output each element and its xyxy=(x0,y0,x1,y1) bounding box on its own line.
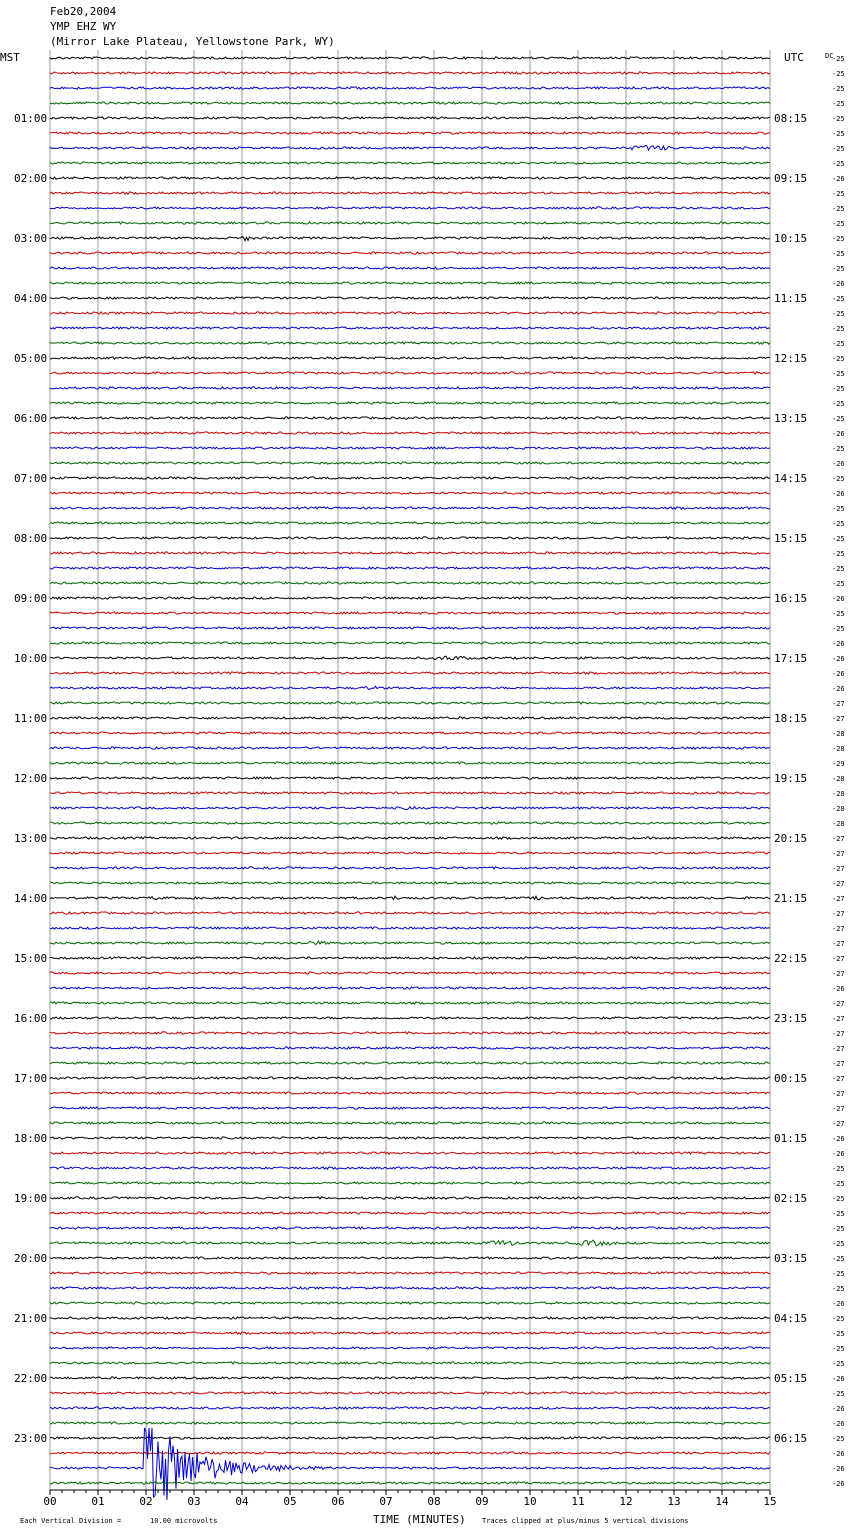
trace-88 xyxy=(50,1377,770,1379)
utc-label-8: 15:15 xyxy=(774,532,808,545)
trace-83 xyxy=(50,1302,770,1304)
trace-89 xyxy=(50,1392,770,1394)
dc-offset-33: -25 xyxy=(832,550,845,558)
trace-10 xyxy=(50,207,770,209)
dc-offset-27: -26 xyxy=(832,460,845,468)
dc-offset-46: -28 xyxy=(832,745,845,753)
x-tick-label-3: 03 xyxy=(187,1495,201,1508)
trace-15 xyxy=(50,282,770,284)
dc-offset-22: -25 xyxy=(832,385,845,393)
dc-offset-17: -25 xyxy=(832,310,845,318)
trace-56 xyxy=(50,896,770,900)
trace-61 xyxy=(50,972,770,974)
trace-42 xyxy=(50,686,770,689)
dc-offset-25: -26 xyxy=(832,430,845,438)
utc-label-4: 11:15 xyxy=(774,292,808,305)
trace-20 xyxy=(50,357,770,359)
dc-offset-83: -26 xyxy=(832,1300,845,1308)
trace-19 xyxy=(50,342,770,344)
trace-5 xyxy=(50,132,770,134)
trace-8 xyxy=(50,177,770,179)
dc-offset-70: -27 xyxy=(832,1105,845,1113)
dc-offset-57: -27 xyxy=(832,910,845,918)
trace-63 xyxy=(50,1002,770,1004)
utc-label-19: 02:15 xyxy=(774,1192,808,1205)
x-tick-label-13: 13 xyxy=(667,1495,681,1508)
dc-offset-24: -25 xyxy=(832,415,845,423)
utc-label-9: 16:15 xyxy=(774,592,808,605)
dc-offset-84: -25 xyxy=(832,1315,845,1323)
trace-3 xyxy=(50,102,770,104)
utc-label-11: 18:15 xyxy=(774,712,808,725)
mst-label-19: 19:00 xyxy=(14,1192,48,1205)
trace-22 xyxy=(50,387,770,389)
dc-offset-94: -26 xyxy=(832,1465,845,1473)
dc-offset-50: -28 xyxy=(832,805,845,813)
trace-65 xyxy=(50,1032,770,1034)
x-tick-label-9: 09 xyxy=(475,1495,489,1508)
dc-offset-20: -25 xyxy=(832,355,845,363)
dc-offset-62: -26 xyxy=(832,985,845,993)
dc-offset-73: -26 xyxy=(832,1150,845,1158)
dc-header: DC xyxy=(825,52,834,60)
dc-offset-74: -25 xyxy=(832,1165,845,1173)
trace-27 xyxy=(50,462,770,464)
dc-offset-1: -25 xyxy=(832,70,845,78)
dc-offset-64: -27 xyxy=(832,1015,845,1023)
station-location: (Mirror Lake Plateau, Yellowstone Park, WY) xyxy=(50,35,335,48)
trace-87 xyxy=(50,1362,770,1364)
utc-label-23: 06:15 xyxy=(774,1432,808,1445)
dc-offset-45: -28 xyxy=(832,730,845,738)
mst-label-6: 06:00 xyxy=(14,412,48,425)
trace-90 xyxy=(50,1407,770,1409)
dc-offset-2: -25 xyxy=(832,85,845,93)
trace-91 xyxy=(50,1422,770,1424)
trace-17 xyxy=(50,312,770,314)
dc-offset-81: -25 xyxy=(832,1270,845,1278)
dc-offset-47: -29 xyxy=(832,760,845,768)
trace-6 xyxy=(50,146,770,151)
trace-0 xyxy=(50,57,770,59)
trace-50 xyxy=(50,806,770,809)
trace-46 xyxy=(50,747,770,749)
dc-offset-15: -26 xyxy=(832,280,845,288)
trace-31 xyxy=(50,522,770,524)
x-tick-label-8: 08 xyxy=(427,1495,441,1508)
trace-67 xyxy=(50,1062,770,1064)
trace-73 xyxy=(50,1152,770,1154)
trace-30 xyxy=(50,507,770,509)
vertical-division-value: 10.00 microvolts xyxy=(150,1517,218,1525)
trace-43 xyxy=(50,702,770,704)
trace-52 xyxy=(50,837,770,839)
trace-34 xyxy=(50,567,770,569)
dc-offset-28: -25 xyxy=(832,475,845,483)
mst-label-12: 12:00 xyxy=(14,772,48,785)
x-axis-title: TIME (MINUTES) xyxy=(373,1513,466,1526)
trace-7 xyxy=(50,162,770,164)
dc-offset-30: -25 xyxy=(832,505,845,513)
trace-62 xyxy=(50,987,770,989)
mst-label-20: 20:00 xyxy=(14,1252,48,1265)
dc-offset-86: -25 xyxy=(832,1345,845,1353)
trace-40 xyxy=(50,656,770,659)
trace-51 xyxy=(50,822,770,824)
dc-offset-65: -27 xyxy=(832,1030,845,1038)
trace-86 xyxy=(50,1347,770,1349)
trace-66 xyxy=(50,1047,770,1049)
dc-offset-34: -25 xyxy=(832,565,845,573)
utc-label-13: 20:15 xyxy=(774,832,808,845)
dc-offset-48: -28 xyxy=(832,775,845,783)
mst-label-4: 04:00 xyxy=(14,292,48,305)
utc-label-7: 14:15 xyxy=(774,472,808,485)
utc-label-14: 21:15 xyxy=(774,892,808,905)
trace-92 xyxy=(50,1437,770,1439)
dc-offset-21: -25 xyxy=(832,370,845,378)
trace-35 xyxy=(50,582,770,584)
trace-76 xyxy=(50,1197,770,1199)
trace-9 xyxy=(50,192,770,194)
dc-offset-42: -26 xyxy=(832,685,845,693)
trace-69 xyxy=(50,1092,770,1094)
dc-offset-43: -27 xyxy=(832,700,845,708)
trace-49 xyxy=(50,792,770,794)
trace-79 xyxy=(50,1240,770,1246)
dc-offset-7: -25 xyxy=(832,160,845,168)
trace-84 xyxy=(50,1317,770,1319)
utc-label-5: 12:15 xyxy=(774,352,808,365)
trace-32 xyxy=(50,537,770,539)
utc-axis-label: UTC xyxy=(784,51,804,64)
trace-13 xyxy=(50,252,770,254)
utc-label-18: 01:15 xyxy=(774,1132,808,1145)
dc-offset-78: -25 xyxy=(832,1225,845,1233)
dc-offset-49: -28 xyxy=(832,790,845,798)
dc-offset-82: -25 xyxy=(832,1285,845,1293)
clip-note: Traces clipped at plus/minus 5 vertical divisions xyxy=(482,1517,689,1525)
trace-11 xyxy=(50,222,770,224)
dc-offset-93: -26 xyxy=(832,1450,845,1458)
trace-82 xyxy=(50,1287,770,1289)
trace-93 xyxy=(50,1452,770,1454)
dc-offset-10: -25 xyxy=(832,205,845,213)
trace-24 xyxy=(50,417,770,419)
mst-label-11: 11:00 xyxy=(14,712,48,725)
x-tick-label-6: 06 xyxy=(331,1495,345,1508)
dc-offset-52: -27 xyxy=(832,835,845,843)
dc-offset-9: -25 xyxy=(832,190,845,198)
dc-offset-8: -26 xyxy=(832,175,845,183)
trace-68 xyxy=(50,1077,770,1079)
trace-4 xyxy=(50,117,770,119)
utc-label-20: 03:15 xyxy=(774,1252,808,1265)
dc-offset-18: -25 xyxy=(832,325,845,333)
dc-offset-3: -25 xyxy=(832,100,845,108)
dc-offset-labels xyxy=(832,55,845,1488)
dc-offset-80: -25 xyxy=(832,1255,845,1263)
dc-offset-23: -25 xyxy=(832,400,845,408)
x-tick-label-12: 12 xyxy=(619,1495,633,1508)
trace-26 xyxy=(50,447,770,449)
x-tick-label-0: 00 xyxy=(43,1495,57,1508)
mst-label-3: 03:00 xyxy=(14,232,48,245)
station-code: YMP EHZ WY xyxy=(50,20,117,33)
utc-label-12: 19:15 xyxy=(774,772,808,785)
mst-hour-labels xyxy=(14,112,47,1445)
dc-offset-31: -25 xyxy=(832,520,845,528)
utc-label-21: 04:15 xyxy=(774,1312,808,1325)
trace-75 xyxy=(50,1182,770,1184)
mst-label-9: 09:00 xyxy=(14,592,48,605)
dc-offset-66: -27 xyxy=(832,1045,845,1053)
dc-offset-39: -26 xyxy=(832,640,845,648)
utc-label-22: 05:15 xyxy=(774,1372,808,1385)
dc-offset-75: -25 xyxy=(832,1180,845,1188)
dc-offset-60: -27 xyxy=(832,955,845,963)
trace-12 xyxy=(50,236,770,240)
dc-offset-90: -26 xyxy=(832,1405,845,1413)
dc-offset-36: -26 xyxy=(832,595,845,603)
dc-offset-63: -27 xyxy=(832,1000,845,1008)
mst-label-23: 23:00 xyxy=(14,1432,48,1445)
dc-offset-4: -25 xyxy=(832,115,845,123)
trace-38 xyxy=(50,627,770,629)
trace-39 xyxy=(50,642,770,644)
dc-offset-87: -25 xyxy=(832,1360,845,1368)
dc-offset-19: -25 xyxy=(832,340,845,348)
trace-45 xyxy=(50,732,770,734)
trace-28 xyxy=(50,477,770,479)
dc-offset-51: -28 xyxy=(832,820,845,828)
dc-offset-54: -27 xyxy=(832,865,845,873)
dc-offset-59: -27 xyxy=(832,940,845,948)
utc-label-15: 22:15 xyxy=(774,952,808,965)
trace-70 xyxy=(50,1107,770,1109)
dc-offset-88: -26 xyxy=(832,1375,845,1383)
dc-offset-11: -25 xyxy=(832,220,845,228)
trace-21 xyxy=(50,372,770,374)
mst-axis-label: MST xyxy=(0,51,20,64)
dc-offset-41: -26 xyxy=(832,670,845,678)
mst-label-15: 15:00 xyxy=(14,952,48,965)
dc-offset-40: -26 xyxy=(832,655,845,663)
seismic-traces xyxy=(50,57,770,1500)
x-tick-label-5: 05 xyxy=(283,1495,297,1508)
trace-16 xyxy=(50,297,770,299)
dc-offset-38: -25 xyxy=(832,625,845,633)
mst-label-8: 08:00 xyxy=(14,532,48,545)
dc-offset-55: -27 xyxy=(832,880,845,888)
x-tick-label-1: 01 xyxy=(91,1495,105,1508)
mst-label-10: 10:00 xyxy=(14,652,48,665)
trace-25 xyxy=(50,432,770,434)
x-tick-label-2: 02 xyxy=(139,1495,153,1508)
trace-71 xyxy=(50,1122,770,1124)
x-tick-label-4: 04 xyxy=(235,1495,249,1508)
dc-offset-77: -25 xyxy=(832,1210,845,1218)
x-tick-label-14: 14 xyxy=(715,1495,729,1508)
trace-60 xyxy=(50,957,770,959)
dc-offset-14: -25 xyxy=(832,265,845,273)
trace-55 xyxy=(50,882,770,884)
dc-offset-12: -25 xyxy=(832,235,845,243)
dc-offset-6: -25 xyxy=(832,145,845,153)
plot-date: Feb20,2004 xyxy=(50,5,117,18)
dc-offset-85: -25 xyxy=(832,1330,845,1338)
dc-offset-56: -27 xyxy=(832,895,845,903)
dc-offset-37: -25 xyxy=(832,610,845,618)
vertical-division-label: Each Vertical Division = xyxy=(20,1517,122,1525)
trace-59 xyxy=(50,941,770,945)
trace-85 xyxy=(50,1332,770,1334)
utc-label-10: 17:15 xyxy=(774,652,808,665)
dc-offset-91: -26 xyxy=(832,1420,845,1428)
trace-54 xyxy=(50,867,770,869)
utc-label-6: 13:15 xyxy=(774,412,808,425)
utc-label-2: 09:15 xyxy=(774,172,808,185)
dc-offset-76: -25 xyxy=(832,1195,845,1203)
dc-offset-71: -27 xyxy=(832,1120,845,1128)
trace-77 xyxy=(50,1212,770,1214)
trace-72 xyxy=(50,1137,770,1139)
dc-offset-5: -25 xyxy=(832,130,845,138)
mst-label-22: 22:00 xyxy=(14,1372,48,1385)
x-tick-label-10: 10 xyxy=(523,1495,537,1508)
dc-offset-29: -26 xyxy=(832,490,845,498)
dc-offset-92: -25 xyxy=(832,1435,845,1443)
trace-18 xyxy=(50,327,770,329)
dc-offset-26: -25 xyxy=(832,445,845,453)
trace-47 xyxy=(50,762,770,764)
dc-offset-95: -26 xyxy=(832,1480,845,1488)
x-tick-label-15: 15 xyxy=(763,1495,777,1508)
dc-offset-69: -27 xyxy=(832,1090,845,1098)
trace-41 xyxy=(50,672,770,674)
trace-95 xyxy=(50,1482,770,1484)
mst-label-14: 14:00 xyxy=(14,892,48,905)
trace-53 xyxy=(50,852,770,854)
trace-2 xyxy=(50,87,770,89)
dc-offset-68: -27 xyxy=(832,1075,845,1083)
mst-label-13: 13:00 xyxy=(14,832,48,845)
dc-offset-35: -25 xyxy=(832,580,845,588)
mst-label-5: 05:00 xyxy=(14,352,48,365)
dc-offset-89: -25 xyxy=(832,1390,845,1398)
dc-offset-79: -25 xyxy=(832,1240,845,1248)
dc-offset-13: -25 xyxy=(832,250,845,258)
trace-78 xyxy=(50,1227,770,1229)
trace-44 xyxy=(50,717,770,719)
mst-label-7: 07:00 xyxy=(14,472,48,485)
mst-label-16: 16:00 xyxy=(14,1012,48,1025)
utc-label-1: 08:15 xyxy=(774,112,808,125)
dc-offset-0: -25 xyxy=(832,55,845,63)
dc-offset-53: -27 xyxy=(832,850,845,858)
dc-offset-44: -27 xyxy=(832,715,845,723)
utc-label-16: 23:15 xyxy=(774,1012,808,1025)
dc-offset-72: -26 xyxy=(832,1135,845,1143)
trace-48 xyxy=(50,777,770,779)
x-tick-label-11: 11 xyxy=(571,1495,585,1508)
trace-58 xyxy=(50,927,770,929)
trace-14 xyxy=(50,267,770,269)
mst-label-1: 01:00 xyxy=(14,112,48,125)
trace-81 xyxy=(50,1272,770,1274)
utc-label-17: 00:15 xyxy=(774,1072,808,1085)
trace-36 xyxy=(50,597,770,599)
dc-offset-58: -27 xyxy=(832,925,845,933)
trace-37 xyxy=(50,612,770,614)
dc-offset-61: -27 xyxy=(832,970,845,978)
mst-label-21: 21:00 xyxy=(14,1312,48,1325)
x-tick-label-7: 07 xyxy=(379,1495,393,1508)
dc-offset-67: -27 xyxy=(832,1060,845,1068)
trace-80 xyxy=(50,1257,770,1259)
utc-hour-labels xyxy=(774,112,807,1445)
mst-label-2: 02:00 xyxy=(14,172,48,185)
trace-1 xyxy=(50,72,770,74)
mst-label-17: 17:00 xyxy=(14,1072,48,1085)
mst-label-18: 18:00 xyxy=(14,1132,48,1145)
dc-offset-16: -25 xyxy=(832,295,845,303)
trace-74 xyxy=(50,1167,770,1169)
trace-57 xyxy=(50,912,770,914)
trace-29 xyxy=(50,492,770,494)
utc-label-3: 10:15 xyxy=(774,232,808,245)
trace-33 xyxy=(50,552,770,554)
minute-gridlines xyxy=(50,50,770,1490)
dc-offset-32: -25 xyxy=(832,535,845,543)
trace-23 xyxy=(50,402,770,404)
trace-64 xyxy=(50,1017,770,1019)
